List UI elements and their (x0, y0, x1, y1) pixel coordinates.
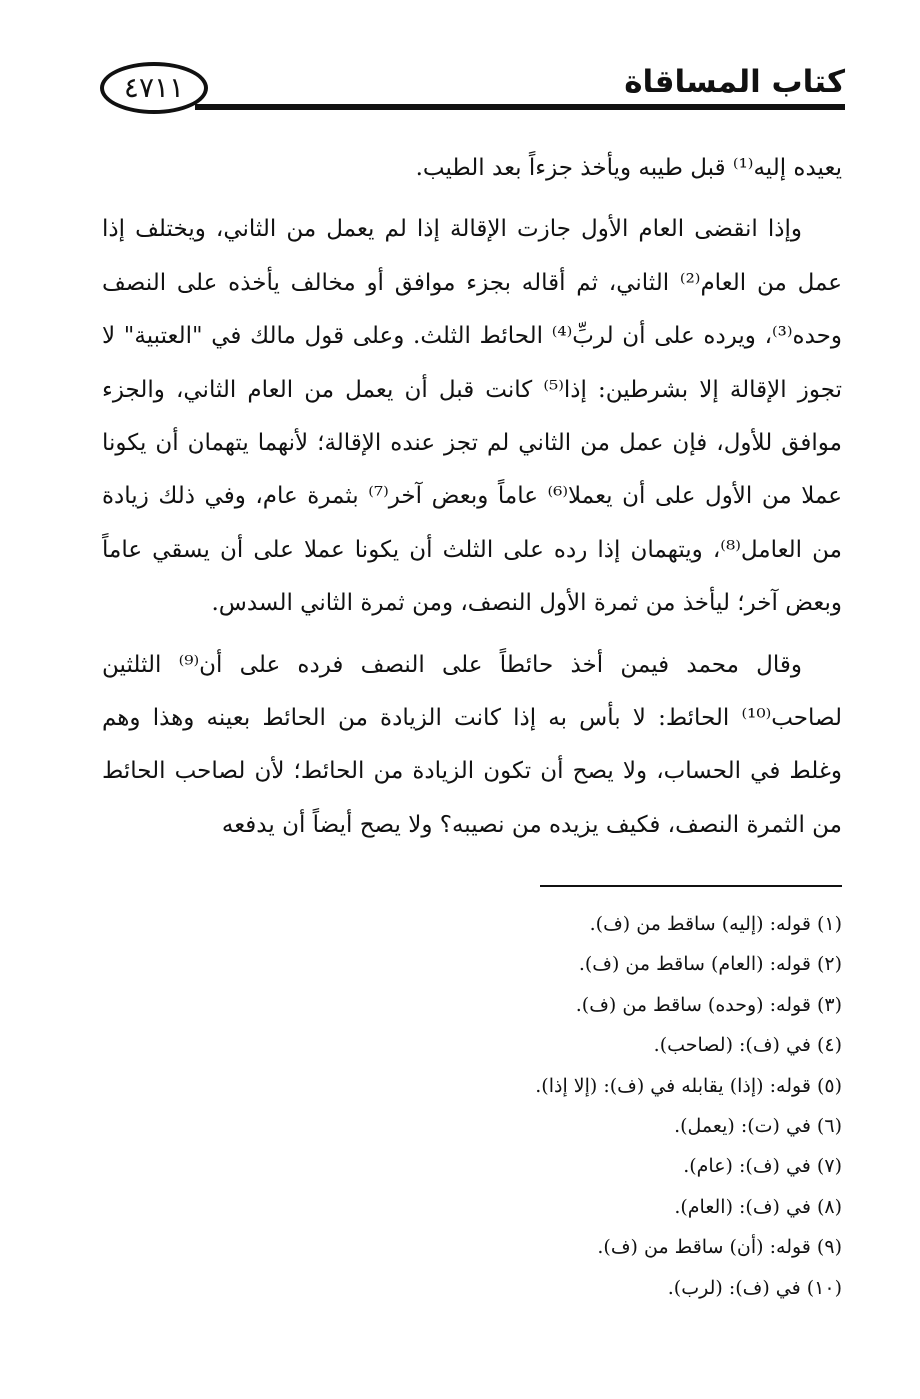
page-header (100, 60, 845, 120)
paragraph: وقال محمد فيمن أخذ حائطاً على النصف فرده على أن⁽⁹⁾ الثلثين لصاحب⁽¹⁰⁾ الحائط: لا بأس به إذا كانت الزيادة من الحائط بعينه وهذا وهم وغلط في الحساب، ولا يصح أن تكون الزيادة من الحائط؛ لأن لصاحب الحائط من الثمرة النصف، فكيف يزيده من نصيبه؟ ولا يصح أيضاً أن يدفعه (102, 651, 842, 838)
footnote: (٦) في (ت): (يعمل). (674, 1115, 842, 1138)
footnote: (٩) قوله: (أن) ساقط من (ف). (597, 1236, 842, 1259)
footnote-separator (540, 885, 842, 887)
footnote: (١٠) في (ف): (لرب). (667, 1276, 842, 1299)
paragraph: يعيده إليه⁽¹⁾ قبل طيبه ويأخذ جزءاً بعد الطيب. (415, 155, 842, 181)
main-text (102, 142, 842, 852)
footnote: (٣) قوله: (وحده) ساقط من (ف). (575, 993, 842, 1016)
footnote: (٨) في (ف): (العام). (674, 1195, 842, 1218)
footnote: (٥) قوله: (إذا) يقابله في (ف): (إلا إذا). (535, 1074, 842, 1097)
header-rule (195, 104, 845, 110)
footnote: (٧) في (ف): (عام). (683, 1155, 842, 1178)
page-number: ٤٧١١ (100, 62, 208, 114)
footnotes (102, 904, 842, 1308)
footnote: (١) قوله: (إليه) ساقط من (ف). (589, 913, 842, 935)
footnote: (٤) في (ف): (لصاحب). (653, 1034, 842, 1057)
page-title: كتاب المساقاة (624, 64, 845, 100)
paragraph: وإذا انقضى العام الأول جازت الإقالة إذا لم يعمل من الثاني، ويختلف إذا عمل من العام⁽²⁾ الثاني، ثم أقاله بجزء موافق أو مخالف يأخذه على النصف وحده⁽³⁾، ويرده على أن لربِّ⁽⁴⁾ الحائط الثلث. وعلى قول مالك في "العتبية" لا تجوز الإقالة إلا بشرطين: إذا⁽⁵⁾ كانت قبل أن يعمل من العام الثاني، والجزء موافق للأول، فإن عمل من الثاني لم تجز عنده الإقالة؛ لأنهما يتهمان أن يكونا عملا من الأول على أن يعملا⁽⁶⁾ عاماً وبعض آخر⁽⁷⁾ بثمرة عام، وفي ذلك زيادة من العامل⁽⁸⁾، ويتهمان إذا رده على الثلث أن يكونا عملا على أن يسقي عاماً وبعض آخر؛ ليأخذ من ثمرة الأول النصف، ومن ثمرة الثاني السدس. (102, 216, 843, 617)
footnote: (٢) قوله: (العام) ساقط من (ف). (578, 953, 842, 976)
